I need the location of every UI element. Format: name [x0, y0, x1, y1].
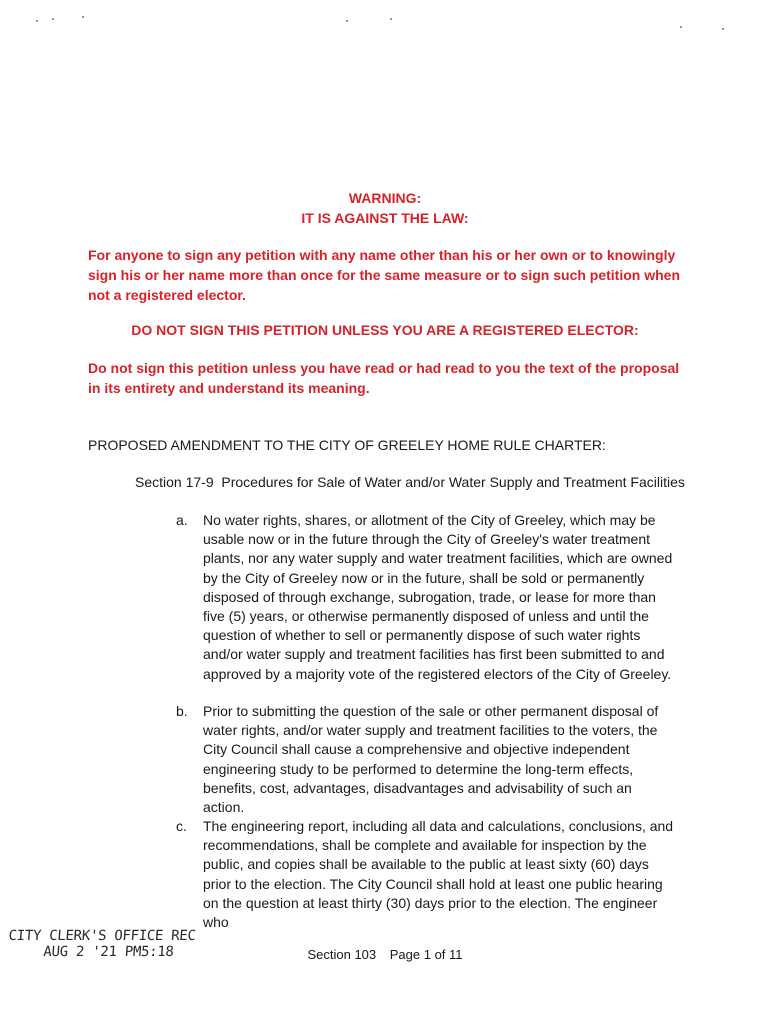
footer-page-number: Page 1 of 11	[389, 947, 463, 962]
stamp-office-line: CITY CLERK'S OFFICE REC	[8, 928, 197, 944]
item-text: Prior to submitting the question of the sale or other permanent disposal of water rights, and/or water supply and treatment facilities to the voters, the City Council shall cause a comprehensive and objective independent engineering study to be performed to determine the long-term effects, benefits, cost, advantages, disadvantages and advisability of such an action.	[203, 703, 659, 816]
item-text: The engineering report, including all data and calculations, conclusions, and recommendations, shall be complete and available for inspection by the public, and copies shall be available to the public at least sixty (60) days prior to the election. The City Council shall hold at least one public hearing on the question at least thirty (30) days prior to the election. The engineer who	[203, 818, 674, 931]
item-letter: b.	[176, 703, 188, 719]
warning-title: WARNING:	[348, 190, 422, 206]
page-footer	[0, 947, 770, 962]
warning-law-line: IT IS AGAINST THE LAW:	[301, 210, 469, 226]
footer-section: Section 103	[307, 947, 377, 962]
list-item	[176, 511, 676, 684]
item-letter: c.	[176, 818, 187, 834]
section-title: Section 17-9 Procedures for Sale of Water and/or Water Supply and Treatment Facilities	[135, 474, 685, 490]
item-text: No water rights, shares, or allotment of the City of Greeley, which may be usable now or in the future through the City of Greeley's water treatment plants, nor any water supply and water treatment facilities, which are owned by the City of Greeley now or in the future, shall be sold or permanently disposed of through exchange, subrogation, trade, or lease for more than five (5) years, or otherwise permanently disposed of unless and until the question of whether to sell or permanently dispose of such water rights and/or water supply and treatment facilities has first been submitted to and approved by a majority vote of the registered electors of the City of Greeley.	[203, 512, 673, 682]
amendment-heading: PROPOSED AMENDMENT TO THE CITY OF GREELEY HOME RULE CHARTER:	[88, 437, 606, 453]
stamp-date-line: AUG 2 '21 PM5:18	[42, 944, 175, 960]
warning-body: For anyone to sign any petition with any name other than his or her own or to knowingly sign his or her name more than once for the same measure or to sign such petition when not a registered elector.	[88, 247, 681, 303]
do-not-sign-notice: DO NOT SIGN THIS PETITION UNLESS YOU ARE A REGISTERED ELECTOR:	[131, 322, 639, 338]
read-proposal-notice: Do not sign this petition unless you have read or had read to you the text of the proposal in its entirety and understand its meaning.	[88, 360, 680, 396]
list-item	[176, 817, 676, 932]
list-item	[176, 702, 676, 817]
item-letter: a.	[176, 512, 188, 528]
